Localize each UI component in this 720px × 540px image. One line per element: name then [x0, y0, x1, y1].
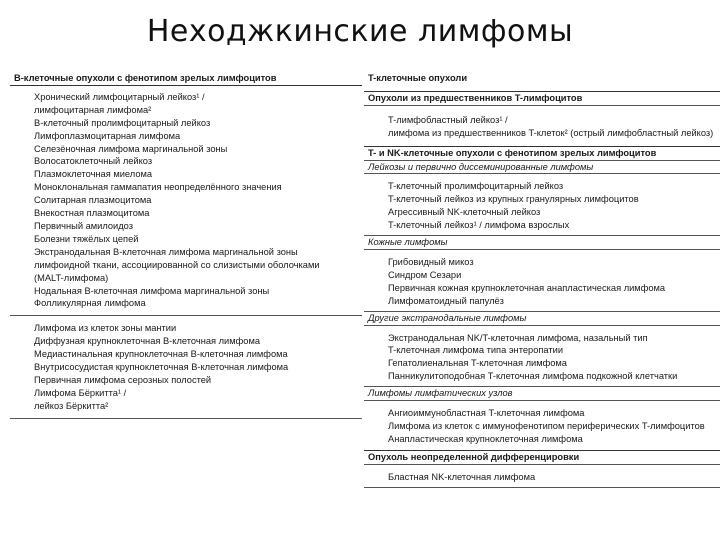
- undetermined-header: Опухоль неопределенной дифференцировки: [368, 451, 580, 462]
- list-item: Первичный амилоидоз: [34, 220, 133, 231]
- list-item: Экстранодальная NK/T-клеточная лимфома, назальный тип: [388, 332, 648, 343]
- list-item: лимфоидной ткани, ассоциированной со слизистыми оболочками: [34, 259, 320, 270]
- list-item: Лимфоматоидный папулёз: [388, 295, 504, 306]
- b-cell-column: [10, 72, 362, 419]
- list-item: Диффузная крупноклеточная B-клеточная лимфома: [34, 336, 261, 347]
- list-item: Волосатоклеточный лейкоз: [34, 156, 153, 167]
- leukemia-subheader: Лейкозы и первично диссеминированные лимфомы: [368, 161, 594, 172]
- list-item: Гепатолиенальная T-клеточная лимфома: [388, 358, 567, 369]
- list-item: Плазмоклеточная миелома: [34, 169, 153, 180]
- t-cell-column: [364, 72, 720, 488]
- precursor-header: Опухоли из предшественников T-лимфоцитов: [368, 92, 583, 103]
- list-item: Грибовидный микоз: [388, 256, 474, 267]
- list-item: T-лимфобластный лейкоз¹ /: [388, 114, 508, 125]
- list-item: Болезни тяжёлых цепей: [34, 233, 139, 244]
- t-cell-header: T-клеточные опухоли: [368, 73, 468, 83]
- mature-header: T- и NK-клеточные опухоли с фенотипом зрелых лимфоцитов: [368, 147, 657, 158]
- bottom-rule: [10, 418, 362, 419]
- list-item: Бластная NK-клеточная лимфома: [388, 471, 536, 482]
- list-item: Внутрисосудистая крупноклеточная B-клеточная лимфома: [34, 362, 289, 373]
- list-item: T-клеточный пролимфоцитарный лейкоз: [388, 181, 564, 192]
- list-item: Экстранодальная B-клеточная лимфома маргинальной зоны: [34, 246, 298, 257]
- list-item: Фолликулярная лимфома: [34, 298, 146, 309]
- list-item: T-клеточный лейкоз из крупных гранулярных лимфоцитов: [388, 194, 639, 205]
- list-item: Лимфоплазмоцитарная лимфома: [34, 130, 181, 141]
- list-item: Внекостная плазмоцитома: [34, 208, 150, 219]
- list-item: Агрессивный NK-клеточный лейкоз: [388, 207, 541, 218]
- page-title: Неходжкинские лимфомы: [146, 14, 574, 49]
- list-item: Селезёночная лимфома маргинальной зоны: [34, 143, 228, 154]
- list-item: Первичная лимфома серозных полостей: [34, 374, 212, 385]
- list-item: T-клеточная лимфома типа энтеропатии: [388, 345, 564, 356]
- list-item: B-клеточный пролимфоцитарный лейкоз: [34, 117, 211, 128]
- bottom-rule: [364, 487, 720, 488]
- b-cell-header: B-клеточные опухоли с фенотипом зрелых лимфоцитов: [14, 73, 277, 83]
- list-item: Нодальная B-клеточная лимфома маргинальной зоны: [34, 285, 270, 296]
- list-item: лимфоцитарная лимфома²: [34, 104, 152, 115]
- b-cell-group-1: [10, 91, 362, 310]
- list-item: Синдром Сезари: [388, 269, 462, 280]
- list-item: T-клеточный лейкоз¹ / лимфома взрослых: [388, 220, 570, 231]
- list-item: лейкоз Бёркитта²: [34, 400, 109, 411]
- list-item: Лимфома Бёркитта¹ /: [34, 387, 127, 398]
- list-item: (MALT-лимфома): [34, 272, 109, 283]
- list-item: лимфома из предшественников T-клеток² (острый лимфобластный лейкоз): [388, 127, 714, 138]
- b-cell-group-2: [10, 322, 362, 412]
- extranodal-subheader: Другие экстранодальные лимфомы: [368, 312, 527, 323]
- list-item: Моноклональная гаммапатия неопределённого значения: [34, 182, 282, 193]
- list-item: Панникулитоподобная T-клеточная лимфома подкожной клетчатки: [388, 371, 678, 382]
- list-item: Лимфома из клеток с иммунофенотипом периферических T-лимфоцитов: [388, 420, 705, 431]
- list-item: Хронический лимфоцитарный лейкоз¹ /: [34, 91, 205, 102]
- list-item: Анапластическая крупноклеточная лимфома: [388, 433, 583, 444]
- list-item: Медиастинальная крупноклеточная B-клеточная лимфома: [34, 349, 288, 360]
- nodes-subheader: Лимфомы лимфатических узлов: [368, 388, 513, 399]
- list-item: Солитарная плазмоцитома: [34, 195, 152, 206]
- list-item: Ангиоиммунобластная T-клеточная лимфома: [388, 408, 585, 419]
- list-item: Первичная кожная крупноклеточная анапластическая лимфома: [388, 282, 666, 293]
- skin-subheader: Кожные лимфомы: [368, 237, 448, 248]
- list-item: Лимфома из клеток зоны мантии: [34, 323, 177, 334]
